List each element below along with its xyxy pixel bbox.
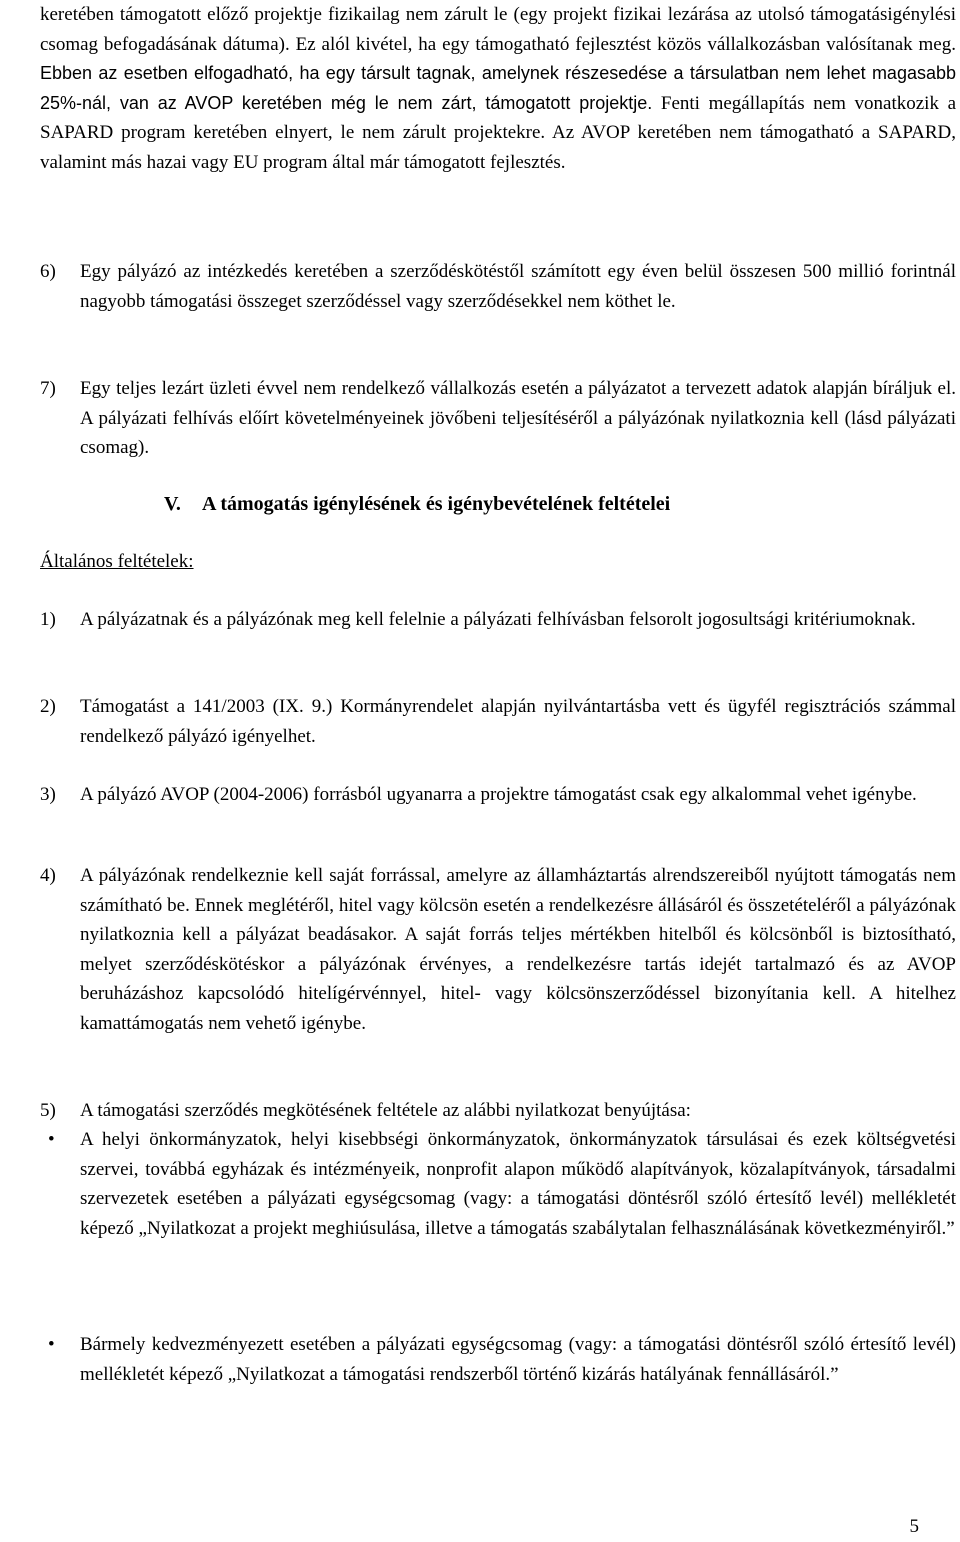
paragraph-text: keretében támogatott előző projektje fizikailag nem zárult le (egy projekt fizikai lezárása az utolsó támogatásigénylési csomag befogadásának dátuma). Ez alól kivétel, ha egy támogatható fejlesztést közös vállalkozásban valósítanak meg. — [40, 4, 956, 55]
continuation-paragraph — [40, 0, 956, 177]
list-item-7 — [40, 374, 956, 463]
item-text: A támogatási szerződés megkötésének feltétele az alábbi nyilatkozat benyújtása: — [80, 1100, 691, 1121]
general-conditions-heading: Általános feltételek: — [40, 551, 194, 572]
bullet-item — [40, 1125, 956, 1243]
item-number: 5) — [40, 1100, 56, 1121]
item-number: 2) — [40, 696, 56, 717]
item-text: Egy pályázó az intézkedés keretében a szerződéskötéstől számított egy éven belül összesen 500 millió forintnál nagyobb támogatási összeget szerződéssel vagy szerződésekkel nem köthet le. — [80, 261, 956, 312]
document-page — [40, 0, 956, 1541]
item-number: 3) — [40, 784, 56, 805]
list-item-6 — [40, 257, 956, 316]
paragraph-text-sans: Ebben az esetben elfogadható, ha egy társult tagnak, amelynek részesedése a társulatban nem lehet magasabb 25%-nál, van az AVOP keretében még le nem zárt, támogatott projektje. — [40, 63, 956, 113]
item-number: 7) — [40, 378, 56, 399]
item-number: 4) — [40, 865, 56, 886]
item-text: Egy teljes lezárt üzleti évvel nem rendelkező vállalkozás esetén a pályázatot a tervezett adatok alapján bíráljuk el. A pályázati felhívás előírt követelményeinek jövőbeni teljesítéséről a pályázónak nyilatkoznia kell (lásd pályázati csomag). — [80, 378, 956, 458]
bullet-icon: • — [48, 1129, 55, 1150]
section-title: A támogatás igénylésének és igénybevételének feltételei — [202, 493, 671, 515]
paragraph-text: Az AVOP keretében nem támogatható a SAPARD, valamint más hazai vagy EU program által már támogatott fejlesztés. — [40, 122, 957, 173]
list-item-4 — [40, 861, 956, 1038]
item-number: 1) — [40, 609, 56, 630]
item-text: A pályázatnak és a pályázónak meg kell felelnie a pályázati felhívásban felsorolt jogosultsági kritériumoknak. — [80, 609, 916, 630]
list-item-2 — [40, 692, 956, 751]
bullet-text: Bármely kedvezményezett esetében a pályázati egységcsomag (vagy: a támogatási döntésről szóló értesítő levél) mellékletét képező „Nyilatkozat a támogatási rendszerből történő kizárás hatályának fennállásáról.” — [80, 1334, 956, 1385]
item-text: Támogatást a 141/2003 (IX. 9.) Kormányrendelet alapján nyilvántartásba vett és ügyfél regisztrációs számmal rendelkező pályázó igényelhet. — [80, 696, 956, 747]
paragraph-text: Fenti megállapítás nem vonatkozik a SAPARD program keretében elnyert, le nem zárult projektekre. — [40, 92, 957, 143]
bullet-icon: • — [48, 1334, 55, 1355]
item-number: 6) — [40, 261, 56, 282]
page-number: 5 — [909, 1516, 919, 1537]
item-text: A pályázó AVOP (2004-2006) forrásból ugyanarra a projektre támogatást csak egy alkalommal vehet igénybe. — [80, 784, 917, 805]
list-item-1 — [40, 605, 956, 635]
bullet-item — [40, 1330, 956, 1389]
list-item-3 — [40, 780, 956, 810]
item-text: A pályázónak rendelkeznie kell saját forrással, amelyre az államháztartás alrendszereiből nyújtott támogatás nem számítható be. Ennek meglétéről, hitel vagy kölcsön esetén a rendelkezésre állásáról és összetételéről a pályázónak nyilatkoznia kell a pályázat beadásakor. A saját forrás teljes mértékben hitelből és kölcsönből is biztosítható, melyet szerződéskötéskor a pályázónak érvényes, a rendelkezésre tartás idejét tartalmazó és az AVOP beruházáshoz kapcsolódó hitelígérvénnyel, hitel- vagy kölcsönszerződéssel bizonyítania kell. A hitelhez kamattámogatás nem vehető igénybe. — [80, 865, 956, 1034]
bullet-text: A helyi önkormányzatok, helyi kisebbségi önkormányzatok, önkormányzatok társulásai és ezek költségvetési szervei, továbbá egyházak és intézményeik, nonprofit alapon működő alapítványok, közalapítványok, társadalmi szervezetek esetében a pályázati egységcsomag (vagy: a támogatási döntésről szóló értesítő levél) mellékletét képező „Nyilatkozat a projekt meghiúsulása, illetve a támogatás szabálytalan felhasználásának következményiről.” — [80, 1129, 956, 1239]
list-item-5 — [40, 1096, 956, 1126]
section-number: V. — [164, 493, 181, 515]
